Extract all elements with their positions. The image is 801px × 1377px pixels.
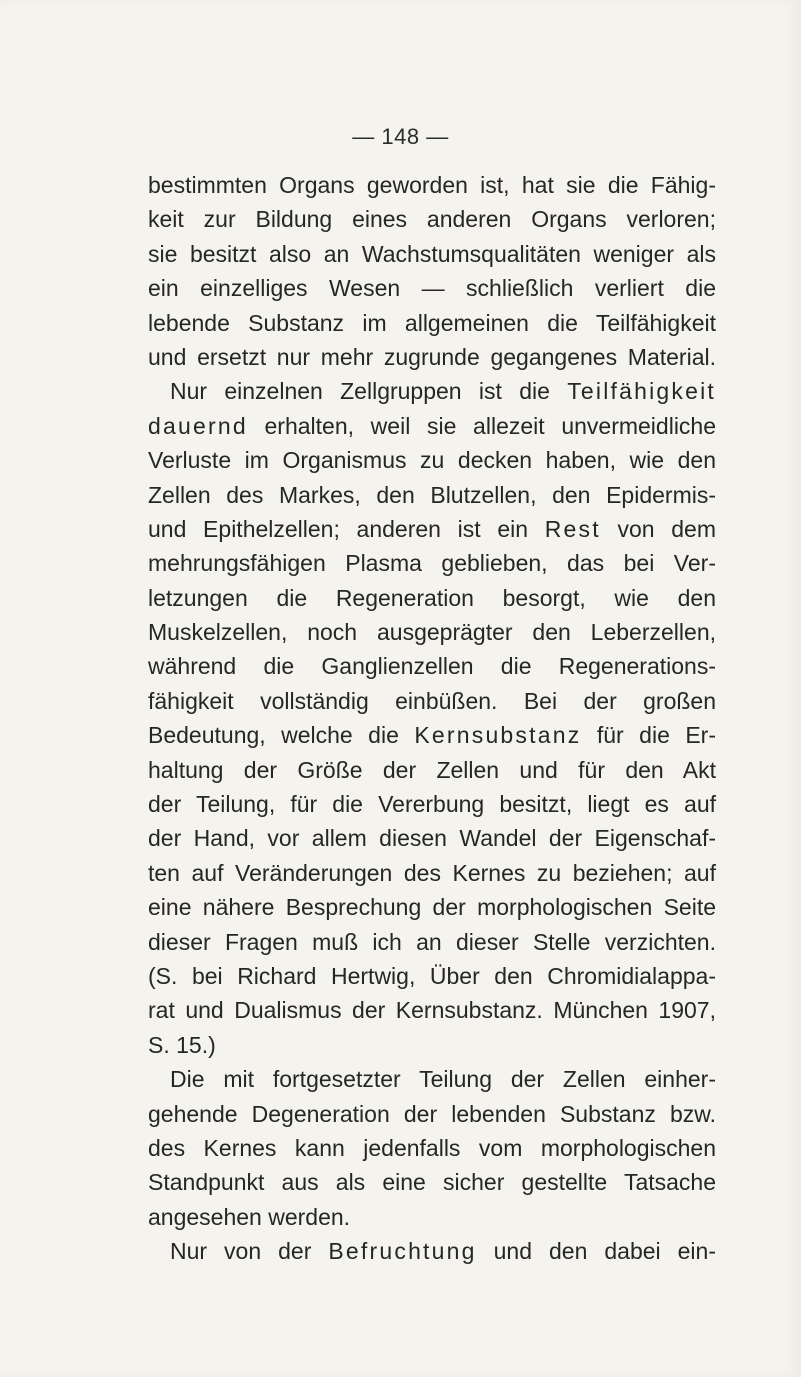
text-line: ein einzelliges Wesen — schließlich verliert die	[148, 275, 716, 302]
text-line: haltung der Größe der Zellen und für den Akt	[148, 756, 716, 783]
text-segment: für die Er-	[596, 722, 716, 749]
text-line: fähigkeit vollständig einbüßen. Bei der großen	[148, 687, 716, 714]
text-line: ten auf Veränderungen des Kernes zu beziehen; auf	[148, 859, 716, 886]
text-line	[148, 512, 716, 546]
page-number: — 148 —	[352, 124, 449, 149]
text-segment: Bedeutung, welche die	[148, 722, 399, 749]
text-line: während die Ganglienzellen die Regenerations-	[148, 653, 716, 680]
body-text	[148, 168, 716, 1269]
text-line: angesehen werden.	[148, 1203, 351, 1230]
text-line: dieser Fragen muß ich an dieser Stelle verzichten.	[148, 928, 716, 955]
text-segment: und Epithelzellen; anderen ist ein	[148, 515, 529, 542]
text-segment: Nur von der	[170, 1238, 312, 1265]
text-line	[148, 409, 716, 443]
text-line: mehrungsfähigen Plasma geblieben, das bei Ver-	[148, 550, 716, 577]
text-segment: Nur einzelnen Zellgruppen ist die	[170, 378, 550, 405]
paragraph-line	[148, 1234, 716, 1268]
text-line: sie besitzt also an Wachstumsqualitäten weniger als	[148, 240, 716, 267]
text-line: Zellen des Markes, den Blutzellen, den Epidermis-	[148, 481, 716, 508]
emphasized-term: Befruchtung	[328, 1238, 477, 1265]
text-segment: von dem	[617, 515, 716, 542]
emphasized-term: Teilfähigkeit	[567, 378, 716, 405]
text-line: gehende Degeneration der lebenden Substanz bzw.	[148, 1100, 716, 1127]
text-line: der Teilung, für die Vererbung besitzt, liegt es auf	[148, 791, 716, 818]
emphasized-term: Rest	[544, 515, 601, 542]
paragraph-line: Die mit fortgesetzter Teilung der Zellen einher-	[170, 1066, 716, 1093]
text-segment: erhalten, weil sie allezeit unvermeidliche	[264, 412, 717, 439]
text-line: Muskelzellen, noch ausgeprägter den Leberzellen,	[148, 619, 716, 646]
text-line: des Kernes kann jedenfalls vom morphologischen	[148, 1134, 716, 1161]
text-line: und ersetzt nur mehr zugrunde gegangenes Material.	[148, 343, 716, 370]
text-line: Verluste im Organismus zu decken haben, wie den	[148, 447, 716, 474]
text-line: der Hand, vor allem diesen Wandel der Eigenschaf-	[148, 825, 716, 852]
text-line: lebende Substanz im allgemeinen die Teilfähigkeit	[148, 309, 716, 336]
paragraph-line	[148, 374, 716, 408]
text-line: S. 15.)	[148, 1031, 216, 1058]
text-line: keit zur Bildung eines anderen Organs verloren;	[148, 206, 716, 233]
text-line: eine nähere Besprechung der morphologischen Seite	[148, 894, 716, 921]
emphasized-term: dauernd	[148, 412, 248, 439]
text-line: letzungen die Regeneration besorgt, wie den	[148, 584, 716, 611]
text-line: bestimmten Organs geworden ist, hat sie die Fähig-	[148, 172, 716, 198]
text-line	[148, 718, 716, 752]
text-line: rat und Dualismus der Kernsubstanz. München 1907,	[148, 997, 716, 1024]
text-line: (S. bei Richard Hertwig, Über den Chromidialappa-	[148, 962, 716, 989]
text-line: Standpunkt aus als eine sicher gestellte Tatsache	[148, 1169, 716, 1196]
emphasized-term: Kernsubstanz	[414, 722, 582, 749]
text-segment: und den dabei ein-	[493, 1238, 716, 1265]
